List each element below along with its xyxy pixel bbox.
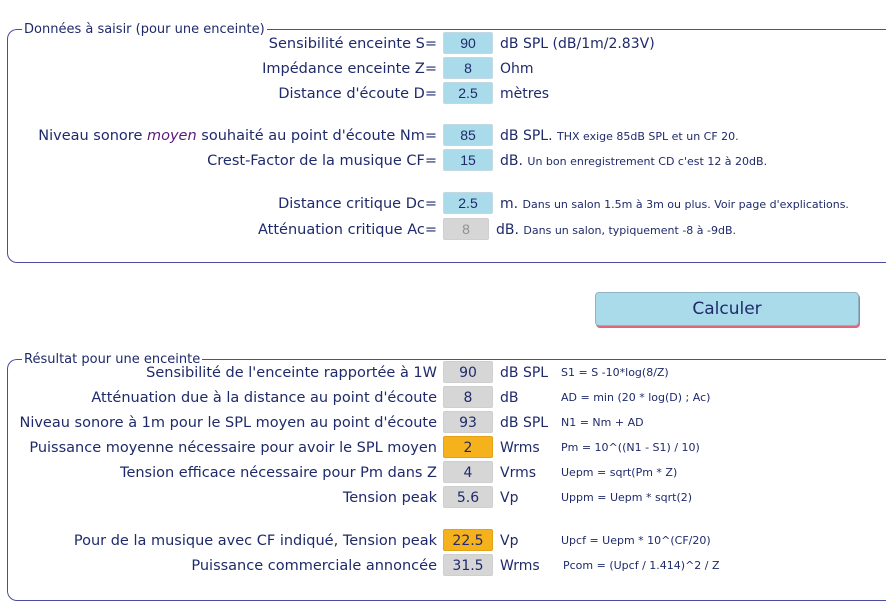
crest-factor-input[interactable]: [443, 149, 493, 171]
result-level-value: 93: [443, 411, 493, 433]
result-level-unit: dB SPL: [500, 415, 549, 431]
target-level-input[interactable]: [443, 124, 493, 146]
result-level-label: Niveau sonore à 1m pour le SPL moyen au point d'écoute: [19, 415, 437, 431]
distance-input[interactable]: [443, 82, 493, 104]
result-power-formula: Pm = 10^((N1 - S1) / 10): [561, 441, 700, 454]
result-cf-peak-unit: Vp: [500, 533, 519, 549]
sensitivity-input[interactable]: [443, 32, 493, 54]
critical-distance-note: Dans un salon 1.5m à 3m ou plus. Voir page d'explications.: [522, 198, 849, 211]
result-cf-peak-value: 22.5: [443, 529, 493, 551]
target-level-label-post: souhaité au point d'écoute Nm=: [196, 128, 437, 144]
crest-factor-label: Crest-Factor de la musique CF=: [207, 153, 437, 169]
critical-distance-unit: m.: [500, 196, 519, 212]
crest-factor-note: Un bon enregistrement CD c'est 12 à 20dB.: [527, 155, 768, 168]
result-power-value: 2: [443, 436, 493, 458]
result-power-label: Puissance moyenne nécessaire pour avoir le SPL moyen: [29, 440, 437, 456]
target-level-label-pre: Niveau sonore: [38, 128, 147, 144]
impedance-unit: Ohm: [500, 61, 534, 77]
result-peak-voltage-unit: Vp: [500, 490, 519, 506]
result-sensitivity-value: 90: [443, 361, 493, 383]
result-sensitivity-formula: S1 = S -10*log(8/Z): [561, 366, 669, 379]
result-power-unit: Wrms: [500, 440, 540, 456]
result-sensitivity-label: Sensibilité de l'enceinte rapportée à 1W: [146, 365, 437, 381]
target-level-label: [38, 124, 437, 148]
result-attenuation-label: Atténuation due à la distance au point d'écoute: [91, 390, 437, 406]
critical-attenuation-label: Atténuation critique Ac=: [258, 222, 437, 238]
critical-attenuation-note: Dans un salon, typiquement -8 à -9dB.: [523, 224, 737, 237]
input-legend: Données à saisir (pour une enceinte): [24, 22, 265, 37]
critical-attenuation-unit: dB.: [496, 222, 519, 238]
critical-attenuation-input: [443, 218, 489, 240]
calculate-button[interactable]: Calculer: [595, 292, 859, 326]
distance-unit: mètres: [500, 86, 550, 102]
result-rms-voltage-formula: Uepm = sqrt(Pm * Z): [561, 466, 678, 479]
impedance-input[interactable]: [443, 57, 493, 79]
critical-distance-unit-note: [500, 192, 849, 216]
result-cf-peak-formula: Upcf = Uepm * 10^(CF/20): [561, 534, 711, 547]
result-attenuation-value: 8: [443, 386, 493, 408]
target-level-note: THX exige 85dB SPL et un CF 20.: [556, 130, 739, 143]
result-sensitivity-unit: dB SPL: [500, 365, 549, 381]
target-level-label-emphasis: moyen: [146, 128, 197, 144]
critical-distance-input[interactable]: [443, 192, 493, 214]
impedance-label: Impédance enceinte Z=: [262, 61, 437, 77]
crest-factor-unit: dB.: [500, 153, 523, 169]
result-legend: Résultat pour une enceinte: [24, 352, 201, 367]
result-commercial-formula: Pcom = (Upcf / 1.414)^2 / Z: [563, 559, 720, 572]
result-rms-voltage-label: Tension efficace nécessaire pour Pm dans Z: [120, 465, 437, 481]
critical-distance-label: Distance critique Dc=: [278, 196, 437, 212]
target-level-unit-note: [500, 124, 739, 148]
result-cf-peak-label: Pour de la musique avec CF indiqué, Tension peak: [73, 533, 437, 549]
result-commercial-unit: Wrms: [500, 558, 540, 574]
result-attenuation-unit: dB: [500, 390, 519, 406]
result-attenuation-formula: AD = min (20 * log(D) ; Ac): [561, 391, 711, 404]
result-rms-voltage-value: 4: [443, 461, 493, 483]
result-commercial-label: Puissance commerciale annoncée: [191, 558, 437, 574]
result-peak-voltage-label: Tension peak: [342, 490, 437, 506]
sensitivity-label: Sensibilité enceinte S=: [268, 36, 437, 52]
result-peak-voltage-value: 5.6: [443, 486, 493, 508]
crest-factor-unit-note: [500, 149, 767, 173]
sensitivity-unit: dB SPL (dB/1m/2.83V): [500, 36, 655, 52]
result-rms-voltage-unit: Vrms: [500, 465, 537, 481]
target-level-unit: dB SPL.: [500, 128, 553, 144]
result-level-formula: N1 = Nm + AD: [561, 416, 644, 429]
result-commercial-value: 31.5: [443, 554, 493, 576]
distance-label: Distance d'écoute D=: [278, 86, 437, 102]
result-peak-voltage-formula: Uppm = Uepm * sqrt(2): [561, 491, 693, 504]
critical-attenuation-unit-note: [496, 218, 736, 242]
